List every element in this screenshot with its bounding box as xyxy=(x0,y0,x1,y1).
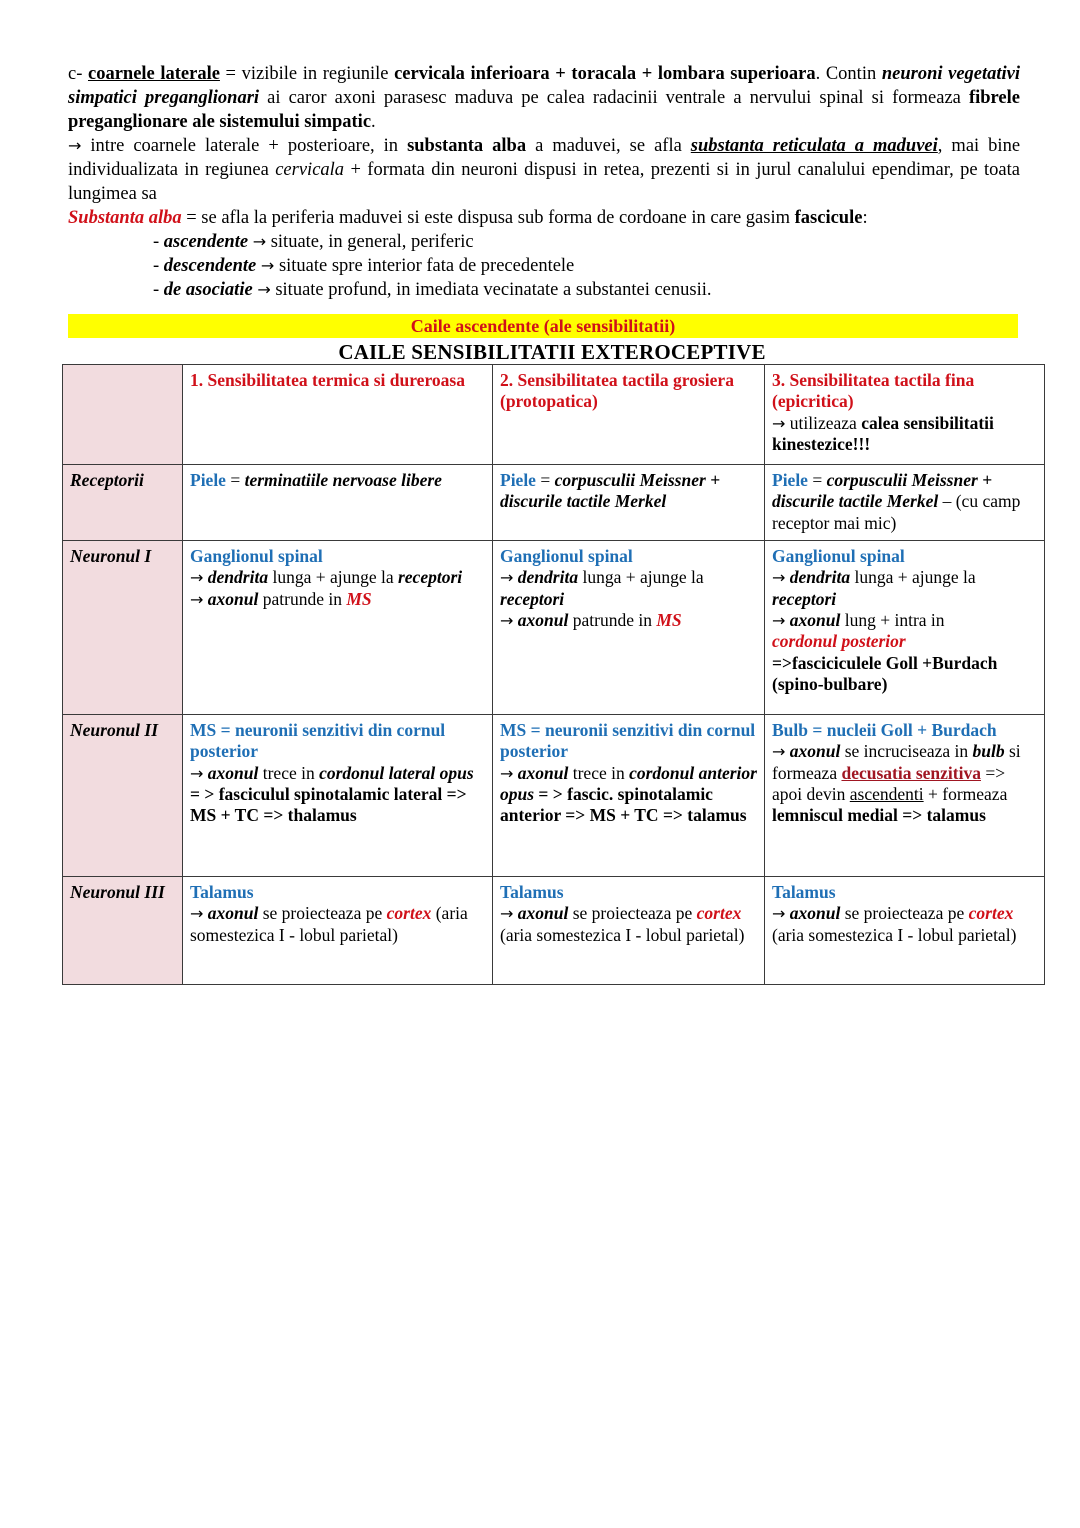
text-fascicul-spinotalamic: fasciculul spinotalamic lateral => MS + TC => thalamus xyxy=(190,784,467,826)
text-segment: lunga + ajunge la xyxy=(850,567,976,588)
arrow-icon: → xyxy=(772,413,786,433)
value-text: terminatiile nervoase libere xyxy=(244,470,442,490)
term-ascendenti: ascendenti xyxy=(849,784,924,805)
term-receptori: receptori xyxy=(500,588,565,609)
equals-sign: = xyxy=(225,470,245,490)
cell-neuronul-i-c2 xyxy=(493,541,765,715)
term-axonul: axonul xyxy=(207,588,259,609)
arrow-icon: → xyxy=(68,136,82,156)
row-label-empty xyxy=(63,365,183,465)
text-segment: ai caror axoni parasesc maduva pe calea radacinii ventrale a nervului spinal si formeaza xyxy=(259,88,969,109)
row-label-neuronul-iii: Neuronul III xyxy=(63,877,183,985)
term-cordonul-posterior: cordonul posterior xyxy=(772,631,906,652)
value-text: corpusculii Meissner + discurile tactile Merkel xyxy=(772,470,993,512)
term-axonul: axonul xyxy=(789,903,841,924)
list-item xyxy=(153,278,1020,302)
text-segment: = vizibile in regiunile xyxy=(219,64,395,84)
text-aria-somestezica: (aria somestezica I - lobul parietal) xyxy=(772,924,1017,945)
arrow-icon: → xyxy=(772,611,786,631)
row-label-neuronul-i: Neuronul I xyxy=(63,541,183,715)
term-axonul: axonul xyxy=(517,903,569,924)
body-text xyxy=(68,62,1020,302)
cell-heading: MS = neuronii senzitivi din cornul posterior xyxy=(500,720,756,762)
equals-sign: = xyxy=(807,470,827,490)
term-axonul: axonul xyxy=(789,610,841,631)
cell-neuronul-iii-c2 xyxy=(493,877,765,985)
cell-heading: Ganglionul spinal xyxy=(500,546,633,567)
text-segment: . Contin xyxy=(815,64,882,84)
term-cortex: cortex xyxy=(386,903,432,924)
cell-heading: Talamus xyxy=(500,882,564,903)
text-segment: si formeaza xyxy=(772,741,1021,783)
arrow-icon: → xyxy=(260,256,275,276)
sensibilitate-table xyxy=(62,364,1045,985)
arrow-icon: → xyxy=(252,232,267,252)
text-segment: se proiecteaza pe xyxy=(568,903,697,924)
term-descendente: descendente xyxy=(163,256,257,277)
heading-substanta-alba: Substanta alba xyxy=(68,208,182,229)
cell-receptorii-c1 xyxy=(183,465,493,541)
arrow-icon: → xyxy=(190,568,204,588)
equals-sign: = xyxy=(535,470,555,490)
text-segment: se incruciseaza in xyxy=(840,741,973,762)
term-ms: MS xyxy=(656,610,682,631)
column-header-3 xyxy=(765,365,1045,465)
text-segment: + formeaza xyxy=(923,784,1008,805)
list-item-text: situate spre interior fata de precedentele xyxy=(274,256,575,277)
cell-heading: Ganglionul spinal xyxy=(772,546,905,567)
arrow-icon: → xyxy=(500,904,514,924)
cell-receptorii-c3 xyxy=(765,465,1045,541)
term-dendrita: dendrita xyxy=(517,567,579,588)
list-item-text: situate profund, in imediata vecinatate a substantei cenusii. xyxy=(270,280,712,301)
term-receptori: receptori xyxy=(772,588,837,609)
list-dash: - xyxy=(153,232,164,253)
bold-regions: cervicala inferioara + toracala + lombara superioara xyxy=(394,64,816,84)
list-item-text: situate, in general, periferic xyxy=(266,232,474,253)
table-row-receptorii xyxy=(63,465,1045,541)
term-axonul: axonul xyxy=(789,741,841,762)
text-segment: se proiecteaza pe xyxy=(840,903,969,924)
arrow-icon: → xyxy=(500,568,514,588)
column-header-3-note-bold: calea sensibilitatii kinestezice!!! xyxy=(772,412,994,455)
arrow-icon: → xyxy=(500,763,514,783)
row-label-neuronul-ii: Neuronul II xyxy=(63,715,183,877)
text-fascic-spinotalamic-anterior: fascic. spinotalamic anterior => MS + TC => talamus xyxy=(500,784,747,826)
cell-heading: Ganglionul spinal xyxy=(190,546,323,567)
key-piele: Piele xyxy=(500,470,536,490)
paragraph-substanta-reticulata xyxy=(68,134,1020,206)
arrow-icon: → xyxy=(190,904,204,924)
text-segment: = se afla la periferia maduvei si este dispusa sub forma de cordoane in care gasim xyxy=(181,208,795,229)
cell-heading: Talamus xyxy=(190,882,254,903)
key-piele: Piele xyxy=(772,470,808,490)
text-segment: trece in xyxy=(258,762,320,783)
term-dendrita: dendrita xyxy=(207,567,269,588)
term-de-asociatie: de asociatie xyxy=(163,280,253,301)
text-segment: patrunde in xyxy=(258,588,347,609)
term-ascendente: ascendente xyxy=(163,232,249,253)
arrow-icon: → xyxy=(772,904,786,924)
text-segment: : xyxy=(862,208,868,229)
section-title: CAILE SENSIBILITATII EXTEROCEPTIVE xyxy=(338,340,766,364)
cell-neuronul-iii-c1 xyxy=(183,877,493,985)
term-coarnele-laterale: coarnele laterale xyxy=(87,64,220,84)
text-segment: + formata din neuroni dispusi in retea, prezenti si in jurul canalului ependimar, pe toata lungimea sa xyxy=(68,160,1020,205)
column-header-1: 1. Sensibilitatea termica si dureroasa xyxy=(183,365,493,465)
arrow-icon: → xyxy=(772,568,786,588)
text-aria-somestezica: (aria somestezica I - lobul parietal) xyxy=(500,924,745,945)
term-cordonul-lateral-opus: cordonul lateral opus xyxy=(319,762,474,783)
list-dash: - xyxy=(153,256,164,277)
term-receptori: receptori xyxy=(397,567,463,588)
cell-neuronul-i-c1 xyxy=(183,541,493,715)
arrow-icon: → xyxy=(190,763,204,783)
term-cortex: cortex xyxy=(968,903,1014,924)
text-segment: lunga + ajunge la xyxy=(578,567,704,588)
arrow-text: = > xyxy=(190,784,219,805)
term-axonul: axonul xyxy=(207,762,259,783)
paragraph-lead: c- xyxy=(68,64,88,84)
bold-fascicule: fascicule xyxy=(794,208,863,229)
text-segment: se proiecteaza pe xyxy=(258,903,387,924)
term-axonul: axonul xyxy=(207,903,259,924)
column-header-3-note: utilizeaza xyxy=(785,412,862,433)
paragraph-coarnele-laterale xyxy=(68,62,1020,134)
paragraph-substanta-alba xyxy=(68,206,1020,230)
value-note: – (cu camp receptor mai mic) xyxy=(772,491,1021,533)
cell-neuronul-i-c3 xyxy=(765,541,1045,715)
cell-neuronul-iii-c3 xyxy=(765,877,1045,985)
text-segment: => apoi devin xyxy=(772,762,1006,805)
bold-fibre-preganglionare: fibrele preganglionare ale sistemului simpatic xyxy=(68,88,1020,133)
term-dendrita: dendrita xyxy=(789,567,851,588)
column-header-2: 2. Sensibilitatea tactila grosiera (protopatica) xyxy=(493,365,765,465)
table-header-row xyxy=(63,365,1045,465)
key-piele: Piele xyxy=(190,470,226,490)
term-cordonul-anterior-opus: cordonul anterior opus xyxy=(500,762,757,805)
text-segment: intre coarnele laterale + posterioare, in xyxy=(81,136,408,157)
text-segment: a maduvei, se afla xyxy=(526,136,691,157)
term-ms: MS xyxy=(346,588,372,609)
text-segment: , mai bine individualizata in regiunea xyxy=(68,136,1021,181)
text-segment: lung + intra in xyxy=(840,610,945,631)
text-segment: patrunde in xyxy=(568,610,657,631)
text-segment: . xyxy=(371,112,376,133)
term-decusatia-senzitiva: decusatia senzitiva xyxy=(841,762,981,783)
row-label-receptorii: Receptorii xyxy=(63,465,183,541)
table-row-neuronul-iii xyxy=(63,877,1045,985)
list-item xyxy=(153,230,1020,254)
cell-neuronul-ii-c2 xyxy=(493,715,765,877)
cell-neuronul-ii-c3 xyxy=(765,715,1045,877)
arrow-icon: → xyxy=(772,742,786,762)
column-header-3-title: 3. Sensibilitatea tactila fina (epicritica) xyxy=(772,370,975,412)
cell-heading: Bulb = nucleii Goll + Burdach xyxy=(772,720,997,741)
table-row-neuronul-i xyxy=(63,541,1045,715)
cell-receptorii-c2 xyxy=(493,465,765,541)
arrow-text: = > xyxy=(534,784,568,805)
cell-heading: Talamus xyxy=(772,882,836,903)
underline-substanta-reticulata: substanta reticulata a maduvei xyxy=(690,136,938,157)
list-item xyxy=(153,254,1020,278)
text-segment: trece in xyxy=(568,762,630,783)
table-row-neuronul-ii xyxy=(63,715,1045,877)
term-bulb: bulb xyxy=(972,741,1005,762)
value-text: corpusculii Meissner + discurile tactile Merkel xyxy=(500,470,721,512)
arrow-icon: → xyxy=(190,589,204,609)
text-fascicule-goll-burdach: =>fasciciculele Goll +Burdach (spino-bulbare) xyxy=(772,652,998,695)
text-segment: lunga + ajunge la xyxy=(268,567,398,588)
arrow-icon: → xyxy=(257,280,271,300)
term-cortex: cortex xyxy=(696,903,742,924)
cell-neuronul-ii-c1 xyxy=(183,715,493,877)
term-axonul: axonul xyxy=(517,610,569,631)
cell-heading: MS = neuronii senzitivi din cornul posterior xyxy=(190,720,446,762)
italic-cervicala: cervicala xyxy=(275,160,345,181)
bold-substanta-alba: substanta alba xyxy=(407,136,527,157)
fascicule-list xyxy=(153,230,1020,302)
italic-neuroni-vegetativi: neuroni vegetativi simpatici preganglionari xyxy=(68,64,1021,109)
arrow-icon: → xyxy=(500,611,514,631)
highlighted-title-banner: Caile ascendente (ale sensibilitatii) xyxy=(68,314,1018,338)
list-dash: - xyxy=(153,280,164,301)
text-lemniscul-medial: lemniscul medial => talamus xyxy=(772,805,986,826)
term-axonul: axonul xyxy=(517,762,569,783)
text-aria-somestezica: (aria somestezica I - lobul parietal) xyxy=(190,903,468,945)
